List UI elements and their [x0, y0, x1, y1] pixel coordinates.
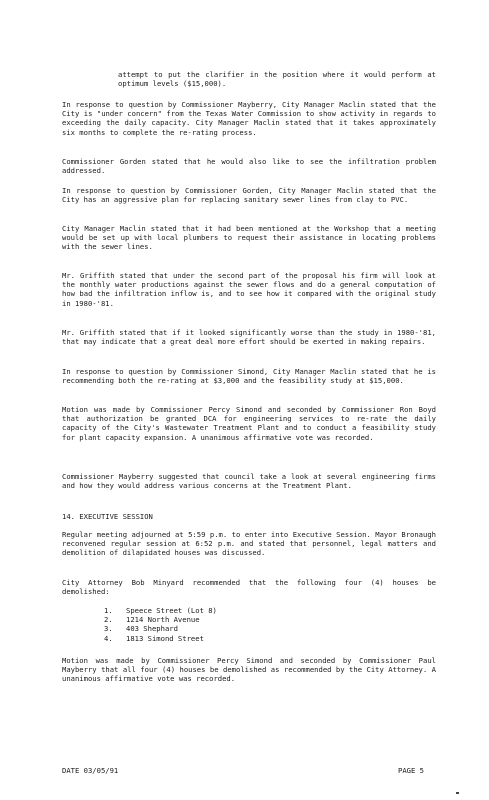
paragraph-sewer-replacement: In response to question by Commissioner Gorden, City Manager Maclin stated that the City has an aggressive plan for replacing sanitary sewer lines from clay to PVC.	[62, 186, 441, 205]
list-item: 4. 1813 Simond Street	[104, 633, 204, 643]
paragraph-demolition-motion: Motion was made by Commissioner Percy Simond and seconded by Commissioner Paul Mayberry that all four (4) houses be demolished as recommended by the City Attorney. A unanimous affirmative vote was recorded.	[62, 656, 441, 684]
paragraph-attorney-recommendation: City Attorney Bob Minyard recommended that the following four (4) houses be demolished:	[62, 578, 441, 597]
paragraph-motion-dca: Motion was made by Commissioner Percy Simond and seconded by Commissioner Ron Boyd that authorization be granted DCA for engineering services to re-rate the daily capacity of the City's Wastewater Treatment Plant and to conduct a feasibility study for plant capacity expansion. A unanimous affirmative vote was recorded.	[62, 405, 441, 442]
paragraph-mayberry-suggestion: Commissioner Mayberry suggested that council take a look at several engineering firms and how they would address various concerns at the Treatment Plant.	[62, 472, 441, 491]
paragraph-griffith-repairs: Mr. Griffith stated that if it looked significantly worse than the study in 1980-'81, that may indicate that a great deal more effort should be exerted in making repairs.	[62, 328, 441, 347]
paragraph-local-plumbers: City Manager Maclin stated that it had been mentioned at the Workshop that a meeting would be set up with local plumbers to request their assistance in locating problems with the sewer lines.	[62, 224, 441, 252]
list-item: 2. 1214 North Avenue	[104, 615, 200, 625]
section-heading-executive-session: 14. EXECUTIVE SESSION	[62, 512, 153, 521]
paragraph-texas-water-commission: In response to question by Commissioner Mayberry, City Manager Maclin stated that the City is "under concern" from the Texas Water Commission to show activity in regards to exceeding the daily capacity. City Manager Maclin stated that it takes approximately six months to complete the re-rating process.	[62, 100, 441, 137]
list-item: 3. 403 Shephard	[104, 624, 178, 634]
footer-page-number: PAGE 5	[398, 766, 424, 775]
house-list	[104, 606, 217, 643]
paragraph-griffith-proposal: Mr. Griffith stated that under the second part of the proposal his firm will look at the monthly water productions against the sewer flows and do a general computation of how bad the infiltration inflow is, and to see how it compared with the original study in 1980-'81.	[62, 271, 441, 308]
scan-speck	[456, 792, 459, 794]
paragraph-gorden-infiltration: Commissioner Gorden stated that he would also like to see the infiltration problem addressed.	[62, 157, 441, 176]
paragraph-clarifier: attempt to put the clarifier in the position where it would perform at optimum levels ($15,000).	[118, 70, 441, 89]
paragraph-executive-session: Regular meeting adjourned at 5:59 p.m. to enter into Executive Session. Mayor Bronaugh reconvened regular session at 6:52 p.m. and stated that personnel, legal matters and demolition of dilapidated houses was discussed.	[62, 530, 441, 558]
footer-date: DATE 03/05/91	[62, 766, 119, 775]
list-item: 1. Speece Street (Lot 8)	[104, 606, 217, 615]
paragraph-simond-question: In response to question by Commissioner Simond, City Manager Maclin stated that he is recommending both the re-rating at $3,000 and the feasibility study at $15,000.	[62, 367, 441, 386]
